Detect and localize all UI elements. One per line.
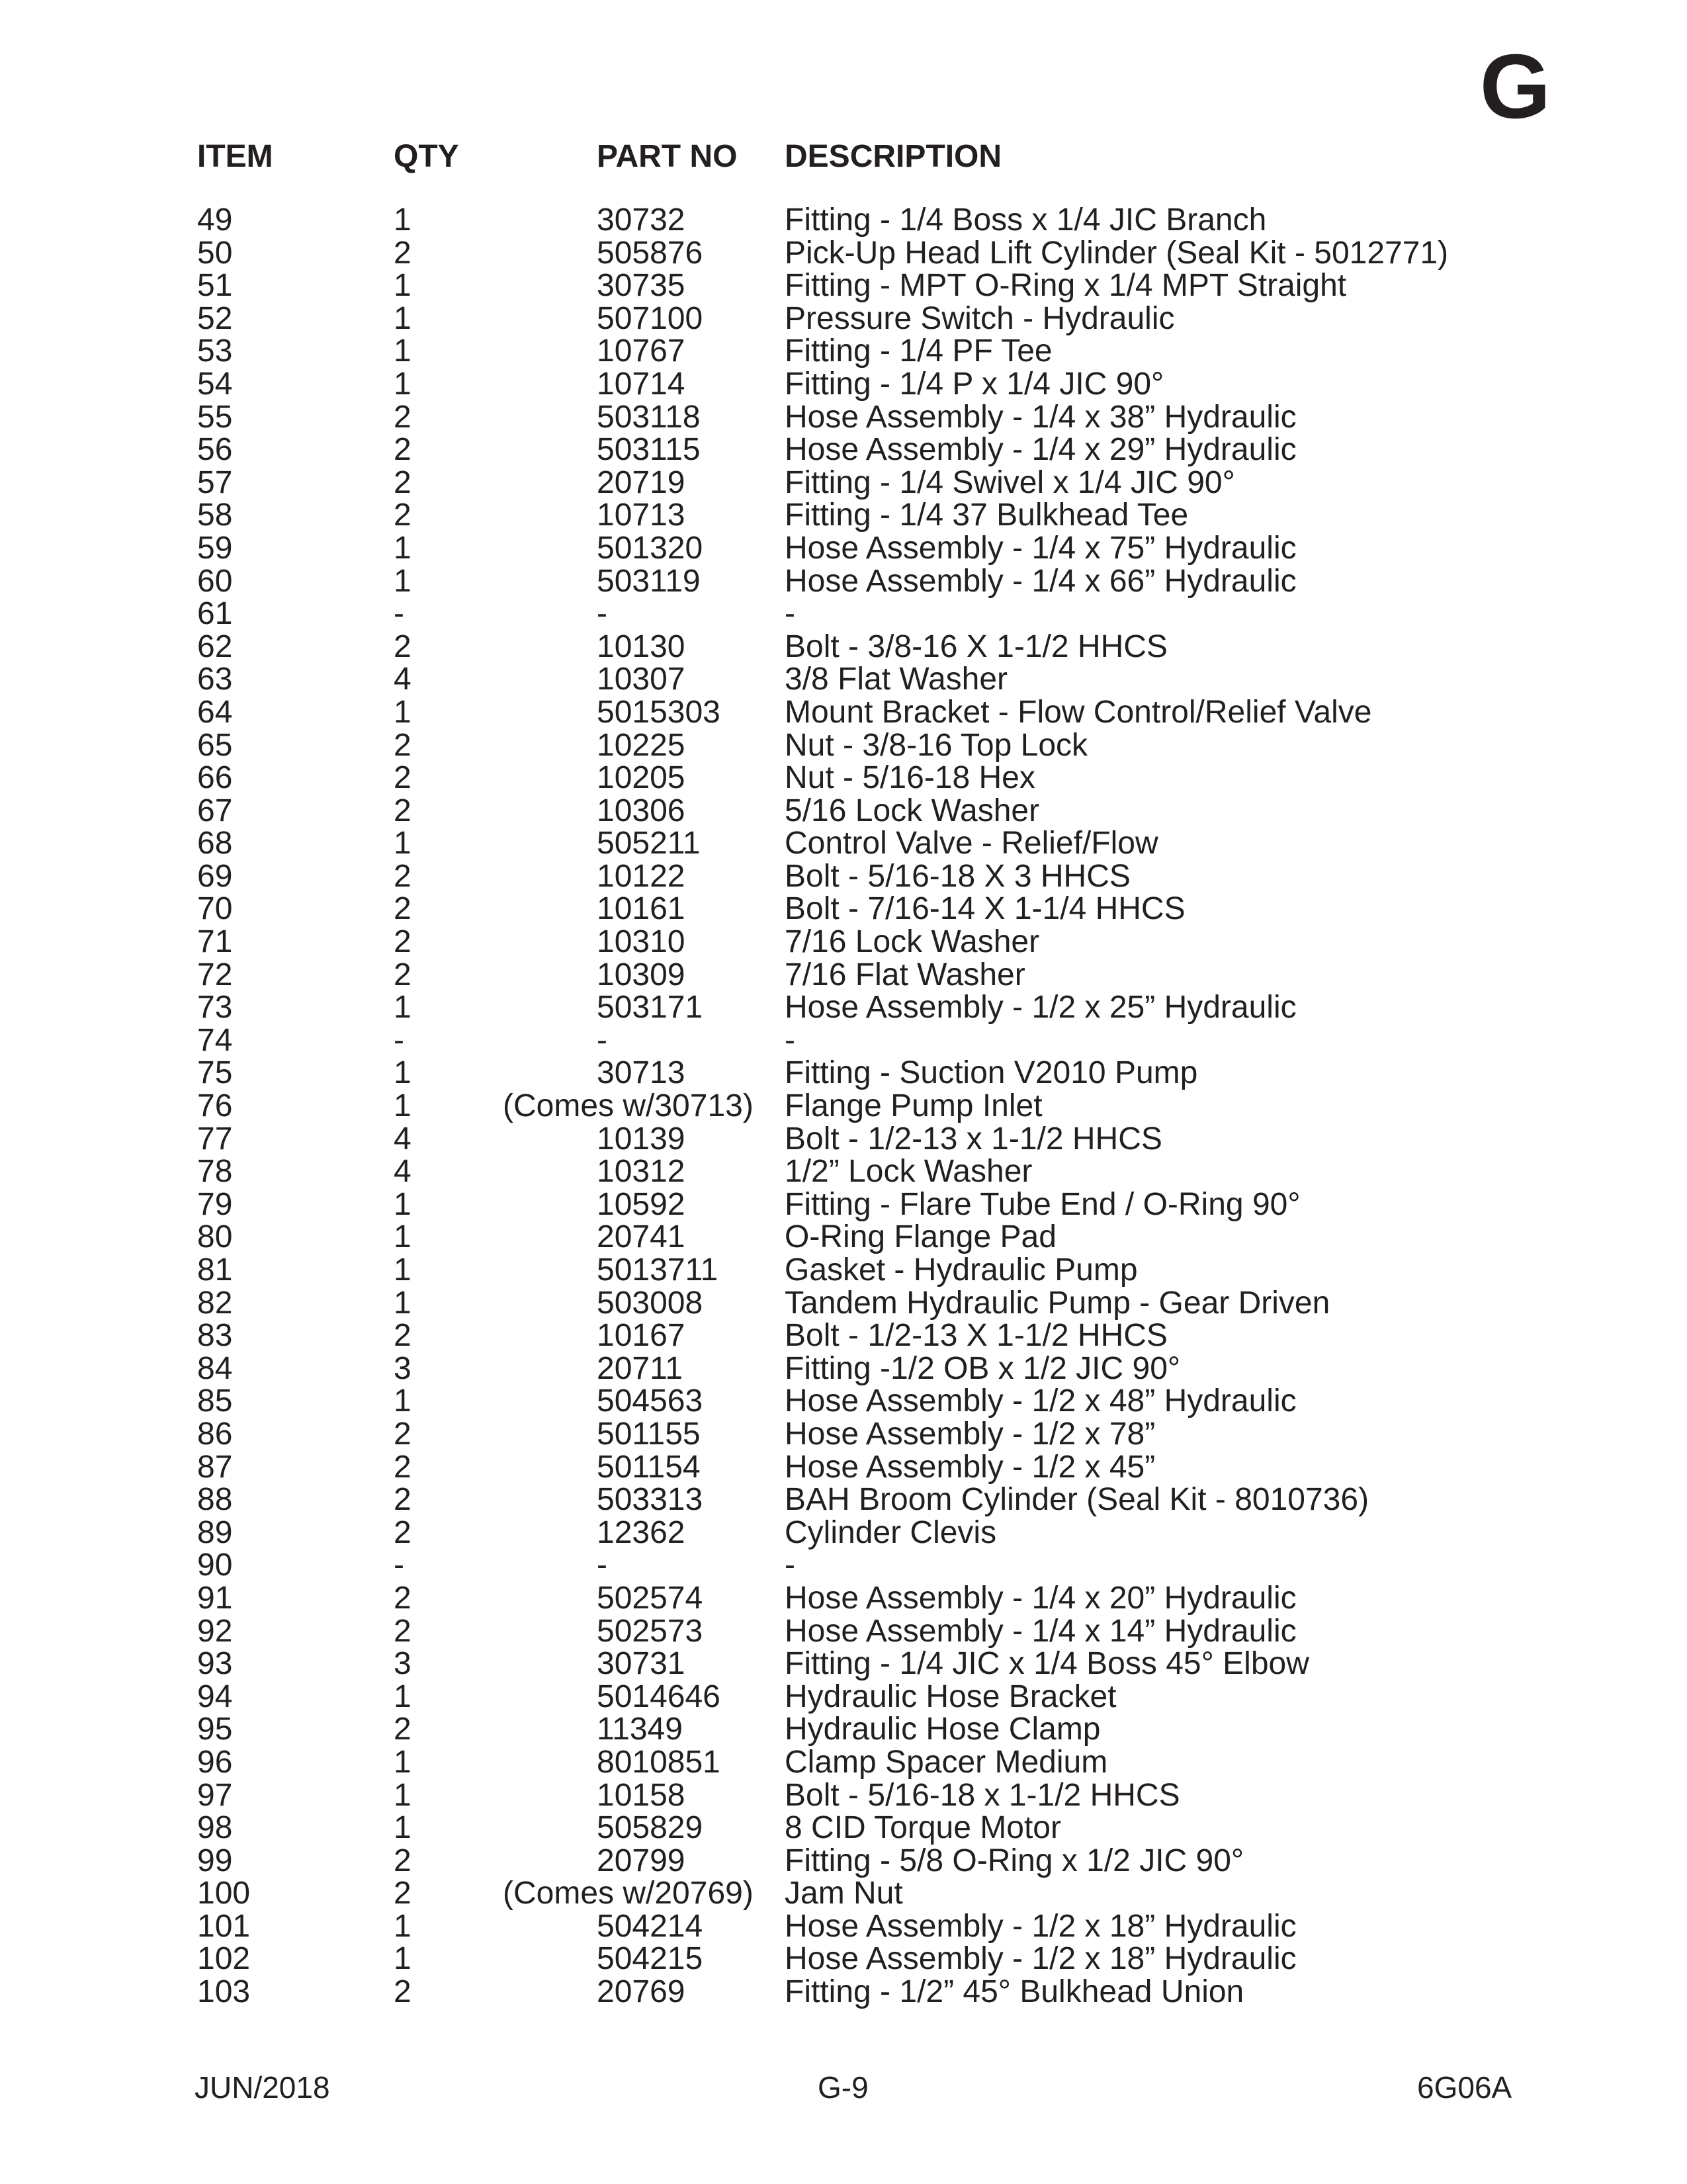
item-cell: 87 — [197, 1449, 233, 1485]
qty-cell: 2 — [394, 1843, 411, 1878]
description-cell: Nut - 5/16-18 Hex — [785, 760, 1035, 796]
description-cell: Hydraulic Hose Clamp — [785, 1712, 1101, 1747]
qty-cell: 1 — [394, 1679, 411, 1714]
item-cell: 53 — [197, 333, 233, 369]
item-cell: 51 — [197, 268, 233, 304]
item-cell: 71 — [197, 924, 233, 960]
description-cell: Hose Assembly - 1/2 x 48” Hydraulic — [785, 1383, 1297, 1419]
item-cell: 68 — [197, 826, 233, 861]
qty-cell: 1 — [394, 333, 411, 369]
item-cell: 103 — [197, 1974, 251, 2010]
header-description: DESCRIPTION — [785, 139, 1002, 174]
part-no-cell: 10167 — [597, 1318, 685, 1354]
description-cell: 7/16 Lock Washer — [785, 924, 1040, 960]
part-no-cell: 503115 — [597, 432, 701, 468]
qty-cell: 1 — [394, 694, 411, 730]
qty-cell: 1 — [394, 202, 411, 238]
qty-cell: 1 — [394, 1810, 411, 1846]
description-cell: Mount Bracket - Flow Control/Relief Valve — [785, 694, 1372, 730]
item-cell: 64 — [197, 694, 233, 730]
description-cell: Hose Assembly - 1/2 x 18” Hydraulic — [785, 1908, 1297, 1944]
part-no-cell: 10714 — [597, 366, 685, 402]
part-no-cell: 10767 — [597, 333, 685, 369]
item-cell: 52 — [197, 300, 233, 336]
part-no-cell: 10139 — [597, 1121, 685, 1157]
qty-cell: 1 — [394, 1941, 411, 1977]
header-qty: QTY — [394, 139, 459, 174]
qty-cell: 2 — [394, 235, 411, 271]
part-no-cell: 30713 — [597, 1055, 685, 1091]
item-cell: 67 — [197, 793, 233, 828]
description-cell: Flange Pump Inlet — [785, 1088, 1043, 1124]
section-letter: G — [1479, 36, 1551, 138]
footer-doc-code: 6G06A — [1417, 2070, 1512, 2105]
item-cell: 89 — [197, 1514, 233, 1550]
description-cell: - — [785, 1548, 795, 1583]
description-cell: Bolt - 1/2-13 X 1-1/2 HHCS — [785, 1318, 1168, 1354]
qty-cell: 1 — [394, 1285, 411, 1321]
part-no-cell: 10225 — [597, 727, 685, 763]
description-cell: Hose Assembly - 1/4 x 29” Hydraulic — [785, 432, 1297, 468]
header-part-no: PART NO — [597, 139, 738, 174]
part-no-cell: 503119 — [597, 563, 701, 599]
item-cell: 60 — [197, 563, 233, 599]
part-no-cell: - — [597, 1022, 607, 1058]
qty-cell: 4 — [394, 662, 411, 697]
description-cell: Fitting -1/2 OB x 1/2 JIC 90° — [785, 1350, 1181, 1386]
description-cell: Bolt - 7/16-14 X 1-1/4 HHCS — [785, 891, 1186, 927]
item-cell: 58 — [197, 498, 233, 533]
qty-cell: 1 — [394, 1088, 411, 1124]
item-cell: 93 — [197, 1646, 233, 1682]
item-cell: 98 — [197, 1810, 233, 1846]
qty-cell: 2 — [394, 793, 411, 828]
qty-cell: 2 — [394, 1613, 411, 1649]
item-cell: 63 — [197, 662, 233, 697]
item-cell: 59 — [197, 530, 233, 566]
part-no-cell: 10205 — [597, 760, 685, 796]
item-cell: 70 — [197, 891, 233, 927]
item-cell: 91 — [197, 1580, 233, 1616]
part-no-cell: 10306 — [597, 793, 685, 828]
qty-cell: 1 — [394, 1777, 411, 1813]
description-cell: BAH Broom Cylinder (Seal Kit - 8010736) — [785, 1482, 1369, 1518]
item-cell: 86 — [197, 1416, 233, 1452]
part-no-cell: 10130 — [597, 629, 685, 664]
item-cell: 80 — [197, 1219, 233, 1255]
qty-cell: 3 — [394, 1350, 411, 1386]
qty-cell: 3 — [394, 1646, 411, 1682]
part-no-cell: 11349 — [597, 1712, 683, 1747]
description-cell: Fitting - 1/4 Boss x 1/4 JIC Branch — [785, 202, 1267, 238]
item-cell: 56 — [197, 432, 233, 468]
description-cell: Hose Assembly - 1/2 x 45” — [785, 1449, 1156, 1485]
description-cell: Fitting - 1/4 JIC x 1/4 Boss 45° Elbow — [785, 1646, 1309, 1682]
part-no-cell: 502574 — [597, 1580, 703, 1616]
qty-cell: 2 — [394, 1514, 411, 1550]
description-cell: Hydraulic Hose Bracket — [785, 1679, 1117, 1714]
description-cell: - — [785, 596, 795, 632]
item-cell: 99 — [197, 1843, 233, 1878]
part-no-cell: 20769 — [597, 1974, 685, 2010]
part-no-cell: 505211 — [597, 826, 701, 861]
part-no-cell: 30735 — [597, 268, 685, 304]
qty-cell: 2 — [394, 1482, 411, 1518]
qty-cell: 2 — [394, 1974, 411, 2010]
part-no-cell: 10158 — [597, 1777, 685, 1813]
part-no-cell: 8010851 — [597, 1744, 720, 1780]
item-cell: 100 — [197, 1876, 251, 1911]
qty-cell: 1 — [394, 563, 411, 599]
item-cell: 92 — [197, 1613, 233, 1649]
description-cell: Hose Assembly - 1/4 x 38” Hydraulic — [785, 399, 1297, 435]
item-cell: 73 — [197, 990, 233, 1026]
qty-cell: 4 — [394, 1154, 411, 1190]
item-cell: 82 — [197, 1285, 233, 1321]
part-no-cell: 10713 — [597, 498, 685, 533]
qty-cell: 1 — [394, 1219, 411, 1255]
qty-cell: 2 — [394, 1712, 411, 1747]
qty-cell: 1 — [394, 366, 411, 402]
description-cell: Cylinder Clevis — [785, 1514, 997, 1550]
part-no-cell: 10307 — [597, 662, 685, 697]
part-no-cell: 30731 — [597, 1646, 685, 1682]
description-cell: Fitting - 1/2” 45° Bulkhead Union — [785, 1974, 1244, 2010]
qty-cell: 2 — [394, 891, 411, 927]
part-no-cell: - — [597, 596, 607, 632]
item-cell: 50 — [197, 235, 233, 271]
qty-cell: 1 — [394, 1744, 411, 1780]
part-no-cell: 20741 — [597, 1219, 685, 1255]
description-cell: Hose Assembly - 1/2 x 25” Hydraulic — [785, 990, 1297, 1026]
part-no-cell: 503171 — [597, 990, 703, 1026]
description-cell: Control Valve - Relief/Flow — [785, 826, 1158, 861]
qty-cell: 2 — [394, 399, 411, 435]
item-cell: 81 — [197, 1252, 233, 1288]
description-cell: Bolt - 1/2-13 x 1-1/2 HHCS — [785, 1121, 1162, 1157]
description-cell: Fitting - 1/4 P x 1/4 JIC 90° — [785, 366, 1164, 402]
item-cell: 95 — [197, 1712, 233, 1747]
qty-cell: 2 — [394, 1449, 411, 1485]
description-cell: Hose Assembly - 1/4 x 75” Hydraulic — [785, 530, 1297, 566]
part-no-cell: 10309 — [597, 957, 685, 992]
qty-cell: 2 — [394, 1876, 411, 1911]
description-cell: Nut - 3/8-16 Top Lock — [785, 727, 1088, 763]
part-no-cell: (Comes w/30713) — [503, 1088, 754, 1124]
qty-cell: 2 — [394, 858, 411, 894]
item-cell: 102 — [197, 1941, 251, 1977]
qty-cell: 2 — [394, 1416, 411, 1452]
footer-date: JUN/2018 — [195, 2070, 330, 2105]
item-cell: 54 — [197, 366, 233, 402]
part-no-cell: 507100 — [597, 300, 703, 336]
part-no-cell: 10122 — [597, 858, 685, 894]
item-cell: 62 — [197, 629, 233, 664]
part-no-cell: 30732 — [597, 202, 685, 238]
description-cell: 5/16 Lock Washer — [785, 793, 1040, 828]
description-cell: Bolt - 5/16-18 X 3 HHCS — [785, 858, 1131, 894]
description-cell: Bolt - 5/16-18 x 1-1/2 HHCS — [785, 1777, 1180, 1813]
description-cell: Fitting - Flare Tube End / O-Ring 90° — [785, 1186, 1301, 1222]
description-cell: Fitting - 1/4 37 Bulkhead Tee — [785, 498, 1189, 533]
part-no-cell: 12362 — [597, 1514, 685, 1550]
part-no-cell: 10312 — [597, 1154, 685, 1190]
qty-cell: - — [394, 1022, 404, 1058]
part-no-cell: - — [597, 1548, 607, 1583]
description-cell: Fitting - 5/8 O-Ring x 1/2 JIC 90° — [785, 1843, 1244, 1878]
description-cell: Pressure Switch - Hydraulic — [785, 300, 1175, 336]
item-cell: 84 — [197, 1350, 233, 1386]
description-cell: Hose Assembly - 1/2 x 18” Hydraulic — [785, 1941, 1297, 1977]
item-cell: 101 — [197, 1908, 251, 1944]
item-cell: 97 — [197, 1777, 233, 1813]
part-no-cell: 503313 — [597, 1482, 703, 1518]
qty-cell: 1 — [394, 1252, 411, 1288]
qty-cell: 1 — [394, 1908, 411, 1944]
part-no-cell: 5015303 — [597, 694, 720, 730]
qty-cell: 1 — [394, 990, 411, 1026]
qty-cell: 1 — [394, 1055, 411, 1091]
part-no-cell: 505876 — [597, 235, 703, 271]
part-no-cell: 503008 — [597, 1285, 703, 1321]
item-cell: 76 — [197, 1088, 233, 1124]
item-cell: 75 — [197, 1055, 233, 1091]
qty-cell: 2 — [394, 957, 411, 992]
item-cell: 90 — [197, 1548, 233, 1583]
description-cell: Hose Assembly - 1/4 x 66” Hydraulic — [785, 563, 1297, 599]
item-cell: 85 — [197, 1383, 233, 1419]
item-cell: 77 — [197, 1121, 233, 1157]
footer-page-number: G-9 — [818, 2070, 869, 2105]
qty-cell: 2 — [394, 432, 411, 468]
description-cell: 8 CID Torque Motor — [785, 1810, 1061, 1846]
item-cell: 57 — [197, 464, 233, 500]
part-no-cell: 5013711 — [597, 1252, 718, 1288]
description-cell: Hose Assembly - 1/4 x 14” Hydraulic — [785, 1613, 1297, 1649]
description-cell: Fitting - 1/4 Swivel x 1/4 JIC 90° — [785, 464, 1235, 500]
qty-cell: 1 — [394, 826, 411, 861]
qty-cell: 2 — [394, 924, 411, 960]
item-cell: 88 — [197, 1482, 233, 1518]
item-cell: 66 — [197, 760, 233, 796]
item-cell: 61 — [197, 596, 233, 632]
description-cell: Gasket - Hydraulic Pump — [785, 1252, 1138, 1288]
description-cell: O-Ring Flange Pad — [785, 1219, 1057, 1255]
item-cell: 72 — [197, 957, 233, 992]
qty-cell: 1 — [394, 1383, 411, 1419]
part-no-cell: 505829 — [597, 1810, 703, 1846]
description-cell: Hose Assembly - 1/4 x 20” Hydraulic — [785, 1580, 1297, 1616]
part-no-cell: 504215 — [597, 1941, 703, 1977]
description-cell: 7/16 Flat Washer — [785, 957, 1025, 992]
description-cell: Pick-Up Head Lift Cylinder (Seal Kit - 5012771) — [785, 235, 1449, 271]
part-no-cell: 504563 — [597, 1383, 703, 1419]
part-no-cell: 20799 — [597, 1843, 685, 1878]
item-cell: 69 — [197, 858, 233, 894]
qty-cell: 2 — [394, 629, 411, 664]
description-cell: Fitting - MPT O-Ring x 1/4 MPT Straight — [785, 268, 1347, 304]
qty-cell: 2 — [394, 1580, 411, 1616]
part-no-cell: 10310 — [597, 924, 685, 960]
part-no-cell: 504214 — [597, 1908, 703, 1944]
item-cell: 83 — [197, 1318, 233, 1354]
description-cell: Fitting - Suction V2010 Pump — [785, 1055, 1198, 1091]
item-cell: 94 — [197, 1679, 233, 1714]
description-cell: Clamp Spacer Medium — [785, 1744, 1108, 1780]
qty-cell: 1 — [394, 530, 411, 566]
part-no-cell: 10161 — [597, 891, 685, 927]
part-no-cell: 503118 — [597, 399, 701, 435]
header-item: ITEM — [197, 139, 273, 174]
item-cell: 79 — [197, 1186, 233, 1222]
part-no-cell: 501320 — [597, 530, 703, 566]
qty-cell: - — [394, 1548, 404, 1583]
part-no-cell: 20719 — [597, 464, 685, 500]
description-cell: Bolt - 3/8-16 X 1-1/2 HHCS — [785, 629, 1168, 664]
item-cell: 55 — [197, 399, 233, 435]
qty-cell: 1 — [394, 1186, 411, 1222]
part-no-cell: 10592 — [597, 1186, 685, 1222]
part-no-cell: 501155 — [597, 1416, 701, 1452]
part-no-cell: 501154 — [597, 1449, 701, 1485]
description-cell: 1/2” Lock Washer — [785, 1154, 1033, 1190]
part-no-cell: (Comes w/20769) — [503, 1876, 754, 1911]
qty-cell: 4 — [394, 1121, 411, 1157]
part-no-cell: 5014646 — [597, 1679, 720, 1714]
qty-cell: 2 — [394, 760, 411, 796]
qty-cell: 2 — [394, 498, 411, 533]
part-no-cell: 502573 — [597, 1613, 703, 1649]
item-cell: 74 — [197, 1022, 233, 1058]
qty-cell: 1 — [394, 300, 411, 336]
qty-cell: 2 — [394, 464, 411, 500]
description-cell: Fitting - 1/4 PF Tee — [785, 333, 1053, 369]
item-cell: 78 — [197, 1154, 233, 1190]
description-cell: - — [785, 1022, 795, 1058]
item-cell: 96 — [197, 1744, 233, 1780]
qty-cell: 2 — [394, 727, 411, 763]
qty-cell: - — [394, 596, 404, 632]
part-no-cell: 20711 — [597, 1350, 683, 1386]
description-cell: Tandem Hydraulic Pump - Gear Driven — [785, 1285, 1330, 1321]
description-cell: Jam Nut — [785, 1876, 903, 1911]
qty-cell: 1 — [394, 268, 411, 304]
item-cell: 49 — [197, 202, 233, 238]
item-cell: 65 — [197, 727, 233, 763]
qty-cell: 2 — [394, 1318, 411, 1354]
description-cell: Hose Assembly - 1/2 x 78” — [785, 1416, 1156, 1452]
description-cell: 3/8 Flat Washer — [785, 662, 1008, 697]
